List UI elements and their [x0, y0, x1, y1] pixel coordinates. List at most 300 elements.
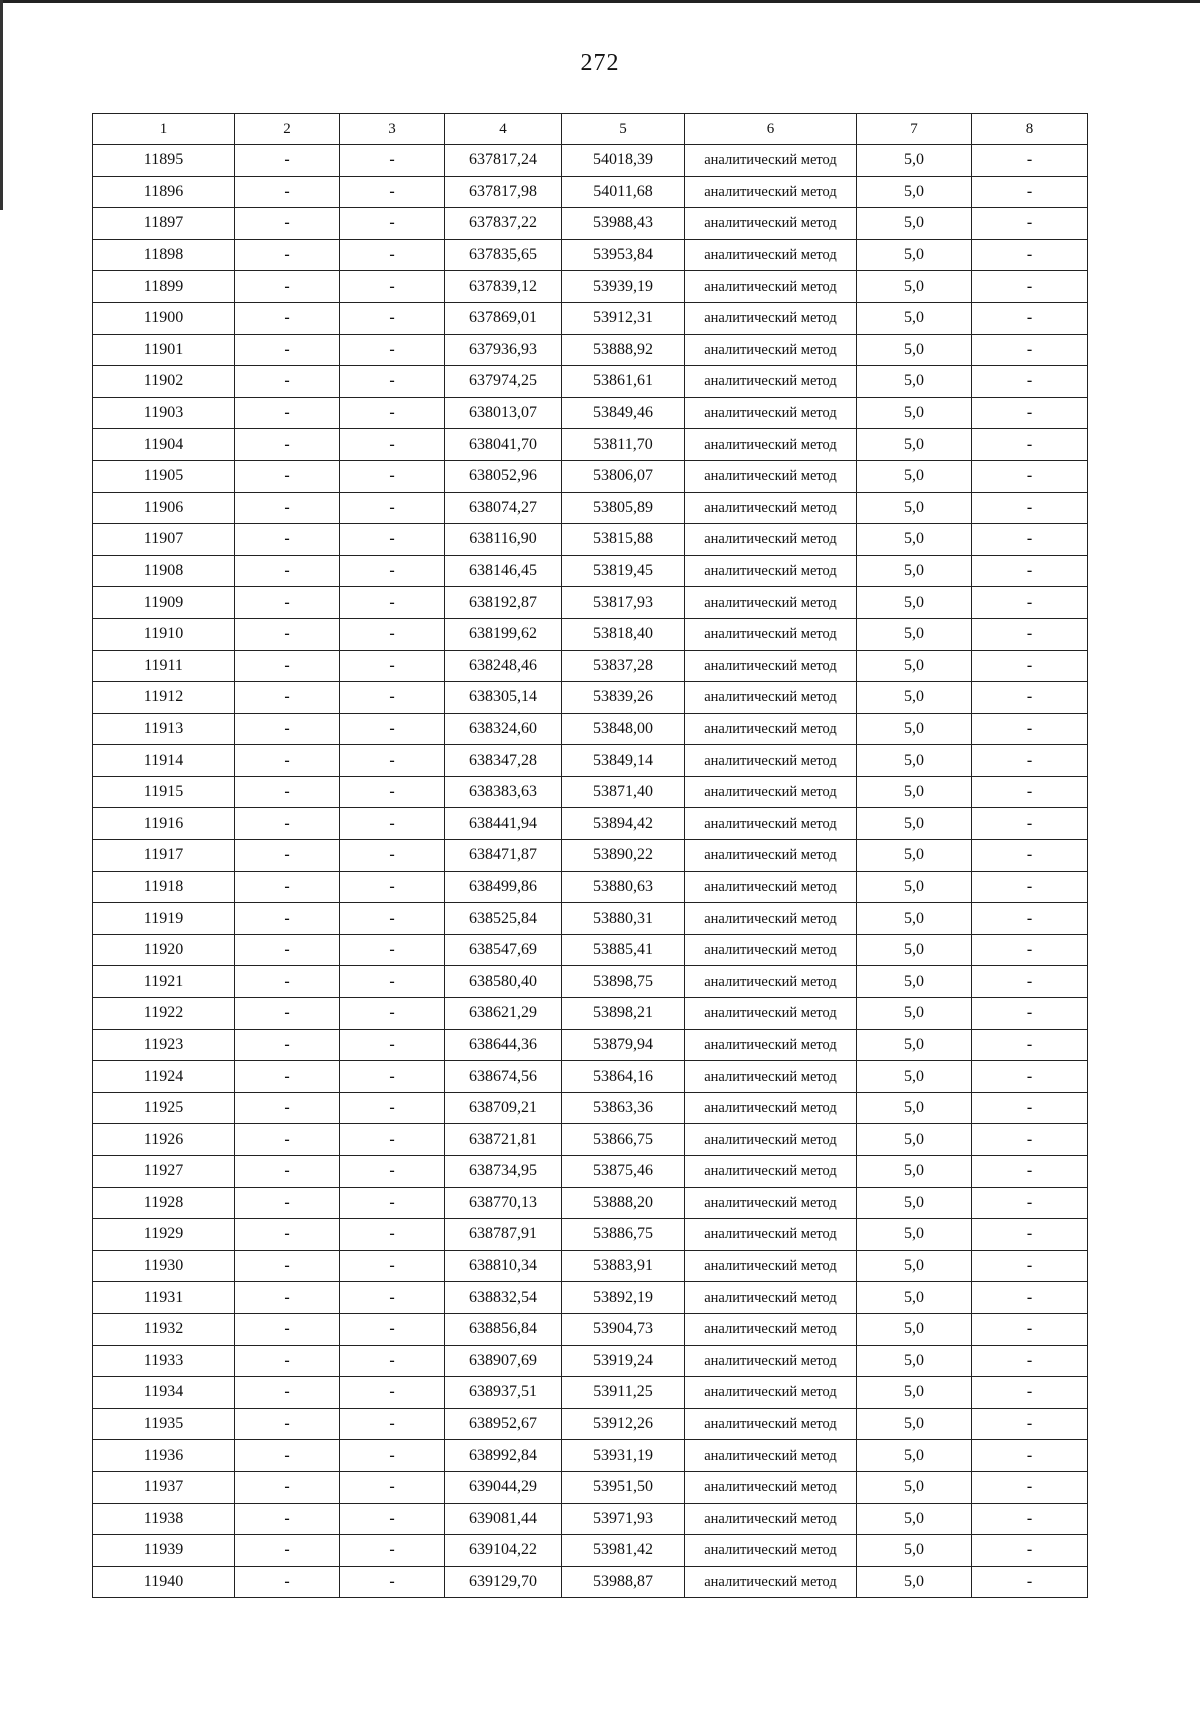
col3-cell: - [340, 998, 445, 1030]
col8-cell: - [972, 1124, 1088, 1156]
point-number-cell: 11897 [93, 208, 235, 240]
table-row [93, 682, 1088, 714]
method-cell: аналитический метод [685, 1313, 857, 1345]
col3-cell: - [340, 555, 445, 587]
point-number-cell: 11933 [93, 1345, 235, 1377]
table-row [93, 1250, 1088, 1282]
y-coordinate-cell: 53817,93 [562, 587, 685, 619]
accuracy-cell: 5,0 [857, 776, 972, 808]
method-cell: аналитический метод [685, 1566, 857, 1598]
x-coordinate-cell: 638441,94 [445, 808, 562, 840]
point-number-cell: 11932 [93, 1313, 235, 1345]
accuracy-cell: 5,0 [857, 808, 972, 840]
table-row [93, 1440, 1088, 1472]
method-cell: аналитический метод [685, 239, 857, 271]
col2-cell: - [235, 1250, 340, 1282]
col8-cell: - [972, 239, 1088, 271]
method-cell: аналитический метод [685, 998, 857, 1030]
col8-cell: - [972, 1061, 1088, 1093]
point-number-cell: 11905 [93, 460, 235, 492]
col8-cell: - [972, 366, 1088, 398]
point-number-cell: 11909 [93, 587, 235, 619]
table-row [93, 397, 1088, 429]
col3-cell: - [340, 1219, 445, 1251]
method-cell: аналитический метод [685, 397, 857, 429]
accuracy-cell: 5,0 [857, 176, 972, 208]
point-number-cell: 11935 [93, 1408, 235, 1440]
col3-cell: - [340, 713, 445, 745]
method-cell: аналитический метод [685, 808, 857, 840]
y-coordinate-cell: 53811,70 [562, 429, 685, 461]
y-coordinate-cell: 53837,28 [562, 650, 685, 682]
method-cell: аналитический метод [685, 1440, 857, 1472]
col2-cell: - [235, 776, 340, 808]
col2-cell: - [235, 429, 340, 461]
col8-cell: - [972, 1250, 1088, 1282]
col2-cell: - [235, 903, 340, 935]
point-number-cell: 11939 [93, 1535, 235, 1567]
method-cell: аналитический метод [685, 524, 857, 556]
method-cell: аналитический метод [685, 492, 857, 524]
col2-cell: - [235, 1566, 340, 1598]
y-coordinate-cell: 53879,94 [562, 1029, 685, 1061]
y-coordinate-cell: 53894,42 [562, 808, 685, 840]
col3-cell: - [340, 966, 445, 998]
x-coordinate-cell: 639104,22 [445, 1535, 562, 1567]
col8-cell: - [972, 1092, 1088, 1124]
y-coordinate-cell: 53912,26 [562, 1408, 685, 1440]
col2-cell: - [235, 397, 340, 429]
table-body [93, 114, 1088, 1598]
x-coordinate-cell: 638992,84 [445, 1440, 562, 1472]
x-coordinate-cell: 638146,45 [445, 555, 562, 587]
y-coordinate-cell: 53805,89 [562, 492, 685, 524]
accuracy-cell: 5,0 [857, 334, 972, 366]
method-cell: аналитический метод [685, 1187, 857, 1219]
col8-cell: - [972, 271, 1088, 303]
method-cell: аналитический метод [685, 176, 857, 208]
table-row [93, 1156, 1088, 1188]
y-coordinate-cell: 53931,19 [562, 1440, 685, 1472]
col2-cell: - [235, 1471, 340, 1503]
col8-cell: - [972, 208, 1088, 240]
col2-cell: - [235, 1092, 340, 1124]
y-coordinate-cell: 53890,22 [562, 840, 685, 872]
table-row [93, 460, 1088, 492]
col2-cell: - [235, 492, 340, 524]
col8-cell: - [972, 745, 1088, 777]
x-coordinate-cell: 637936,93 [445, 334, 562, 366]
col3-cell: - [340, 208, 445, 240]
col8-cell: - [972, 808, 1088, 840]
table-row [93, 1061, 1088, 1093]
table-row [93, 1566, 1088, 1598]
accuracy-cell: 5,0 [857, 1156, 972, 1188]
method-cell: аналитический метод [685, 460, 857, 492]
column-header: 5 [562, 114, 685, 145]
point-number-cell: 11931 [93, 1282, 235, 1314]
point-number-cell: 11930 [93, 1250, 235, 1282]
table-row [93, 145, 1088, 177]
point-number-cell: 11900 [93, 302, 235, 334]
col3-cell: - [340, 1408, 445, 1440]
x-coordinate-cell: 637817,24 [445, 145, 562, 177]
y-coordinate-cell: 53971,93 [562, 1503, 685, 1535]
table-row [93, 587, 1088, 619]
point-number-cell: 11898 [93, 239, 235, 271]
y-coordinate-cell: 53880,31 [562, 903, 685, 935]
table-row [93, 302, 1088, 334]
method-cell: аналитический метод [685, 1377, 857, 1409]
table-row [93, 1503, 1088, 1535]
table-row [93, 239, 1088, 271]
accuracy-cell: 5,0 [857, 429, 972, 461]
y-coordinate-cell: 53871,40 [562, 776, 685, 808]
col3-cell: - [340, 334, 445, 366]
point-number-cell: 11927 [93, 1156, 235, 1188]
y-coordinate-cell: 53839,26 [562, 682, 685, 714]
column-header: 3 [340, 114, 445, 145]
col8-cell: - [972, 650, 1088, 682]
col2-cell: - [235, 650, 340, 682]
accuracy-cell: 5,0 [857, 366, 972, 398]
y-coordinate-cell: 53988,87 [562, 1566, 685, 1598]
x-coordinate-cell: 638709,21 [445, 1092, 562, 1124]
x-coordinate-cell: 638525,84 [445, 903, 562, 935]
accuracy-cell: 5,0 [857, 555, 972, 587]
point-number-cell: 11920 [93, 934, 235, 966]
point-number-cell: 11911 [93, 650, 235, 682]
accuracy-cell: 5,0 [857, 524, 972, 556]
col8-cell: - [972, 1156, 1088, 1188]
col2-cell: - [235, 524, 340, 556]
point-number-cell: 11915 [93, 776, 235, 808]
col8-cell: - [972, 1471, 1088, 1503]
point-number-cell: 11913 [93, 713, 235, 745]
x-coordinate-cell: 637839,12 [445, 271, 562, 303]
y-coordinate-cell: 53886,75 [562, 1219, 685, 1251]
y-coordinate-cell: 53904,73 [562, 1313, 685, 1345]
accuracy-cell: 5,0 [857, 1440, 972, 1472]
x-coordinate-cell: 639081,44 [445, 1503, 562, 1535]
table-row [93, 1029, 1088, 1061]
point-number-cell: 11926 [93, 1124, 235, 1156]
x-coordinate-cell: 637869,01 [445, 302, 562, 334]
y-coordinate-cell: 53888,92 [562, 334, 685, 366]
col2-cell: - [235, 713, 340, 745]
col8-cell: - [972, 966, 1088, 998]
y-coordinate-cell: 53912,31 [562, 302, 685, 334]
table-row [93, 840, 1088, 872]
col3-cell: - [340, 1061, 445, 1093]
col2-cell: - [235, 366, 340, 398]
accuracy-cell: 5,0 [857, 1503, 972, 1535]
x-coordinate-cell: 638547,69 [445, 934, 562, 966]
col8-cell: - [972, 1313, 1088, 1345]
method-cell: аналитический метод [685, 903, 857, 935]
col2-cell: - [235, 871, 340, 903]
col3-cell: - [340, 302, 445, 334]
col8-cell: - [972, 1566, 1088, 1598]
col3-cell: - [340, 429, 445, 461]
col2-cell: - [235, 176, 340, 208]
table-row [93, 1124, 1088, 1156]
point-number-cell: 11938 [93, 1503, 235, 1535]
accuracy-cell: 5,0 [857, 682, 972, 714]
y-coordinate-cell: 53939,19 [562, 271, 685, 303]
accuracy-cell: 5,0 [857, 1566, 972, 1598]
col2-cell: - [235, 808, 340, 840]
method-cell: аналитический метод [685, 1282, 857, 1314]
x-coordinate-cell: 637974,25 [445, 366, 562, 398]
col3-cell: - [340, 1187, 445, 1219]
col2-cell: - [235, 682, 340, 714]
col2-cell: - [235, 587, 340, 619]
x-coordinate-cell: 638499,86 [445, 871, 562, 903]
col3-cell: - [340, 1092, 445, 1124]
method-cell: аналитический метод [685, 1029, 857, 1061]
col8-cell: - [972, 429, 1088, 461]
column-header: 4 [445, 114, 562, 145]
table-row [93, 934, 1088, 966]
point-number-cell: 11918 [93, 871, 235, 903]
accuracy-cell: 5,0 [857, 1282, 972, 1314]
x-coordinate-cell: 638674,56 [445, 1061, 562, 1093]
point-number-cell: 11940 [93, 1566, 235, 1598]
method-cell: аналитический метод [685, 618, 857, 650]
x-coordinate-cell: 638721,81 [445, 1124, 562, 1156]
accuracy-cell: 5,0 [857, 460, 972, 492]
col8-cell: - [972, 1345, 1088, 1377]
col2-cell: - [235, 1313, 340, 1345]
point-number-cell: 11923 [93, 1029, 235, 1061]
x-coordinate-cell: 639044,29 [445, 1471, 562, 1503]
col3-cell: - [340, 145, 445, 177]
point-number-cell: 11914 [93, 745, 235, 777]
method-cell: аналитический метод [685, 650, 857, 682]
y-coordinate-cell: 53953,84 [562, 239, 685, 271]
table-row [93, 208, 1088, 240]
point-number-cell: 11917 [93, 840, 235, 872]
point-number-cell: 11919 [93, 903, 235, 935]
col8-cell: - [972, 1503, 1088, 1535]
col2-cell: - [235, 840, 340, 872]
method-cell: аналитический метод [685, 1156, 857, 1188]
col2-cell: - [235, 998, 340, 1030]
y-coordinate-cell: 53888,20 [562, 1187, 685, 1219]
table-row [93, 776, 1088, 808]
y-coordinate-cell: 53848,00 [562, 713, 685, 745]
method-cell: аналитический метод [685, 1471, 857, 1503]
y-coordinate-cell: 53863,36 [562, 1092, 685, 1124]
accuracy-cell: 5,0 [857, 903, 972, 935]
col3-cell: - [340, 1535, 445, 1567]
col8-cell: - [972, 460, 1088, 492]
y-coordinate-cell: 53919,24 [562, 1345, 685, 1377]
y-coordinate-cell: 53875,46 [562, 1156, 685, 1188]
col3-cell: - [340, 934, 445, 966]
col2-cell: - [235, 1156, 340, 1188]
col3-cell: - [340, 808, 445, 840]
method-cell: аналитический метод [685, 1124, 857, 1156]
method-cell: аналитический метод [685, 1408, 857, 1440]
col3-cell: - [340, 903, 445, 935]
col3-cell: - [340, 1124, 445, 1156]
table-row [93, 1219, 1088, 1251]
x-coordinate-cell: 638810,34 [445, 1250, 562, 1282]
col3-cell: - [340, 397, 445, 429]
col3-cell: - [340, 492, 445, 524]
col3-cell: - [340, 776, 445, 808]
point-number-cell: 11912 [93, 682, 235, 714]
col3-cell: - [340, 1377, 445, 1409]
accuracy-cell: 5,0 [857, 966, 972, 998]
page-number: 272 [580, 50, 620, 76]
col8-cell: - [972, 903, 1088, 935]
accuracy-cell: 5,0 [857, 302, 972, 334]
col8-cell: - [972, 1408, 1088, 1440]
x-coordinate-cell: 639129,70 [445, 1566, 562, 1598]
table-row [93, 650, 1088, 682]
table-row [93, 492, 1088, 524]
y-coordinate-cell: 53815,88 [562, 524, 685, 556]
point-number-cell: 11901 [93, 334, 235, 366]
col3-cell: - [340, 239, 445, 271]
method-cell: аналитический метод [685, 1092, 857, 1124]
col3-cell: - [340, 1440, 445, 1472]
x-coordinate-cell: 638952,67 [445, 1408, 562, 1440]
x-coordinate-cell: 638937,51 [445, 1377, 562, 1409]
accuracy-cell: 5,0 [857, 1377, 972, 1409]
method-cell: аналитический метод [685, 682, 857, 714]
x-coordinate-cell: 637835,65 [445, 239, 562, 271]
col3-cell: - [340, 176, 445, 208]
accuracy-cell: 5,0 [857, 1345, 972, 1377]
x-coordinate-cell: 638644,36 [445, 1029, 562, 1061]
point-number-cell: 11924 [93, 1061, 235, 1093]
col3-cell: - [340, 366, 445, 398]
method-cell: аналитический метод [685, 713, 857, 745]
col3-cell: - [340, 682, 445, 714]
col8-cell: - [972, 524, 1088, 556]
accuracy-cell: 5,0 [857, 745, 972, 777]
y-coordinate-cell: 53849,46 [562, 397, 685, 429]
table-row [93, 808, 1088, 840]
x-coordinate-cell: 637837,22 [445, 208, 562, 240]
col8-cell: - [972, 1219, 1088, 1251]
accuracy-cell: 5,0 [857, 1029, 972, 1061]
y-coordinate-cell: 53898,75 [562, 966, 685, 998]
table-row [93, 1408, 1088, 1440]
col8-cell: - [972, 1377, 1088, 1409]
col3-cell: - [340, 1313, 445, 1345]
table-row [93, 1377, 1088, 1409]
y-coordinate-cell: 53819,45 [562, 555, 685, 587]
y-coordinate-cell: 54011,68 [562, 176, 685, 208]
col3-cell: - [340, 618, 445, 650]
method-cell: аналитический метод [685, 429, 857, 461]
col8-cell: - [972, 492, 1088, 524]
point-number-cell: 11936 [93, 1440, 235, 1472]
column-header: 1 [93, 114, 235, 145]
method-cell: аналитический метод [685, 1061, 857, 1093]
accuracy-cell: 5,0 [857, 934, 972, 966]
point-number-cell: 11902 [93, 366, 235, 398]
col2-cell: - [235, 934, 340, 966]
x-coordinate-cell: 638471,87 [445, 840, 562, 872]
col3-cell: - [340, 1250, 445, 1282]
method-cell: аналитический метод [685, 555, 857, 587]
x-coordinate-cell: 638907,69 [445, 1345, 562, 1377]
accuracy-cell: 5,0 [857, 1250, 972, 1282]
col2-cell: - [235, 460, 340, 492]
col2-cell: - [235, 1219, 340, 1251]
x-coordinate-cell: 638383,63 [445, 776, 562, 808]
column-header: 2 [235, 114, 340, 145]
col2-cell: - [235, 145, 340, 177]
accuracy-cell: 5,0 [857, 650, 972, 682]
table-row [93, 618, 1088, 650]
table-row [93, 176, 1088, 208]
point-number-cell: 11910 [93, 618, 235, 650]
col3-cell: - [340, 650, 445, 682]
method-cell: аналитический метод [685, 1535, 857, 1567]
col8-cell: - [972, 587, 1088, 619]
x-coordinate-cell: 638324,60 [445, 713, 562, 745]
y-coordinate-cell: 54018,39 [562, 145, 685, 177]
col8-cell: - [972, 1282, 1088, 1314]
point-number-cell: 11896 [93, 176, 235, 208]
accuracy-cell: 5,0 [857, 145, 972, 177]
accuracy-cell: 5,0 [857, 492, 972, 524]
method-cell: аналитический метод [685, 334, 857, 366]
point-number-cell: 11903 [93, 397, 235, 429]
method-cell: аналитический метод [685, 587, 857, 619]
table-row [93, 555, 1088, 587]
col3-cell: - [340, 1471, 445, 1503]
accuracy-cell: 5,0 [857, 998, 972, 1030]
col2-cell: - [235, 1377, 340, 1409]
col2-cell: - [235, 618, 340, 650]
y-coordinate-cell: 53861,61 [562, 366, 685, 398]
x-coordinate-cell: 638770,13 [445, 1187, 562, 1219]
col3-cell: - [340, 840, 445, 872]
x-coordinate-cell: 638832,54 [445, 1282, 562, 1314]
accuracy-cell: 5,0 [857, 587, 972, 619]
accuracy-cell: 5,0 [857, 1535, 972, 1567]
col8-cell: - [972, 1187, 1088, 1219]
col3-cell: - [340, 271, 445, 303]
col3-cell: - [340, 1503, 445, 1535]
col3-cell: - [340, 587, 445, 619]
accuracy-cell: 5,0 [857, 397, 972, 429]
y-coordinate-cell: 53806,07 [562, 460, 685, 492]
col8-cell: - [972, 1535, 1088, 1567]
col8-cell: - [972, 176, 1088, 208]
table-header-row [93, 114, 1088, 145]
method-cell: аналитический метод [685, 366, 857, 398]
y-coordinate-cell: 53911,25 [562, 1377, 685, 1409]
method-cell: аналитический метод [685, 145, 857, 177]
column-header: 8 [972, 114, 1088, 145]
x-coordinate-cell: 638248,46 [445, 650, 562, 682]
col8-cell: - [972, 1440, 1088, 1472]
col2-cell: - [235, 1187, 340, 1219]
x-coordinate-cell: 638856,84 [445, 1313, 562, 1345]
scan-left-edge [0, 0, 3, 210]
method-cell: аналитический метод [685, 934, 857, 966]
method-cell: аналитический метод [685, 776, 857, 808]
